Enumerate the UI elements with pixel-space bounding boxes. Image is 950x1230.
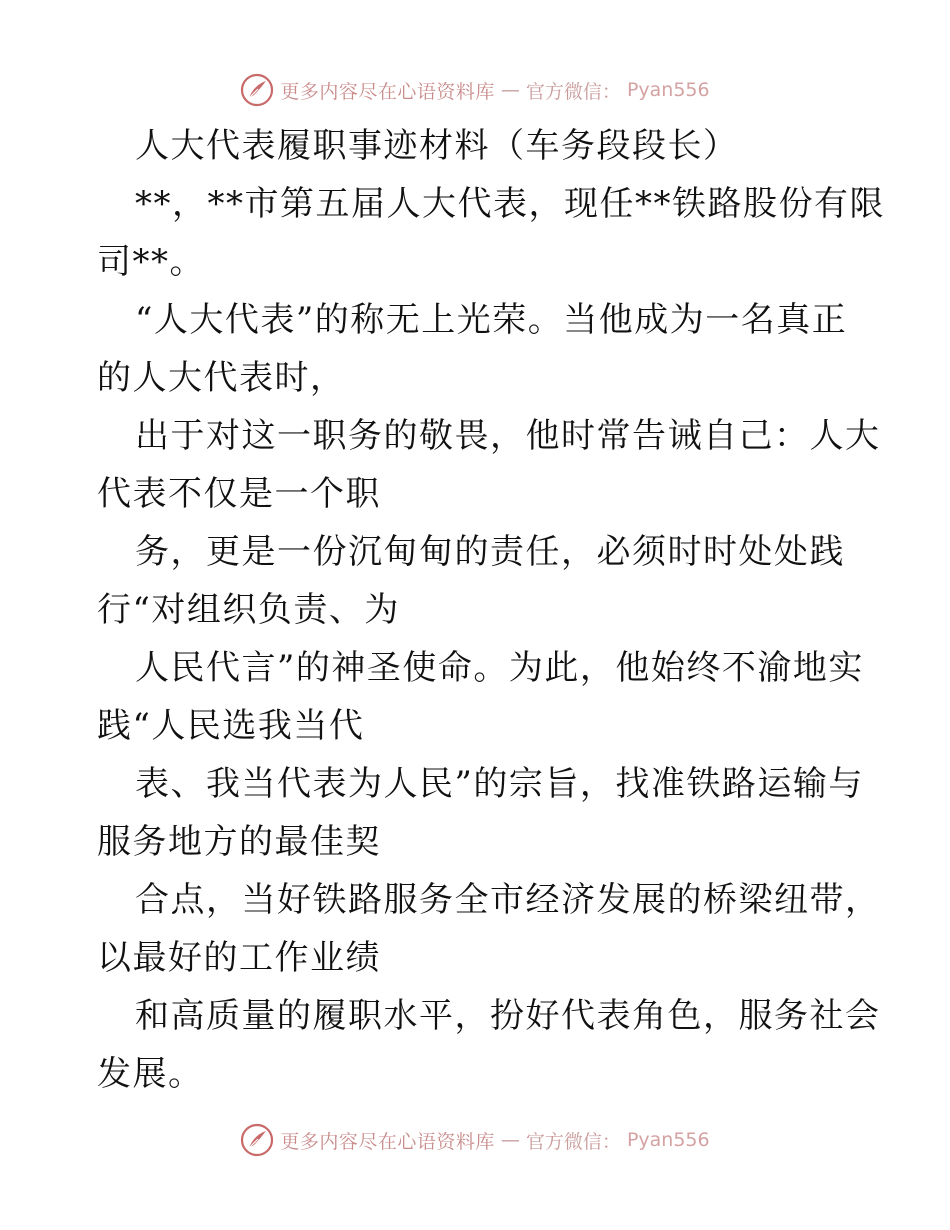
paragraph-line: 以最好的工作业绩 <box>97 938 381 978</box>
quill-logo-icon <box>240 73 274 107</box>
watermark-wechat-id: Pyan556 <box>626 1129 710 1151</box>
paragraph-line: 行“对组织负责、为 <box>97 590 400 630</box>
paragraph-line: 人民代言”的神圣使命。为此，他始终不渝地实 <box>135 648 864 688</box>
watermark-text: 更多内容尽在心语资料库 <box>280 80 495 103</box>
watermark-wechat-id: Pyan556 <box>626 79 710 101</box>
watermark-header <box>0 70 950 110</box>
watermark-text: 更多内容尽在心语资料库 <box>280 1130 495 1153</box>
watermark-wechat-label: 官方微信： <box>525 1130 621 1153</box>
paragraph-line: 服务地方的最佳契 <box>97 822 381 862</box>
paragraph-line: 司**。 <box>97 242 205 282</box>
paragraph-line: **，**市第五届人大代表，现任**铁路股份有限 <box>135 184 885 224</box>
paragraph-line: 的人大代表时， <box>97 358 346 398</box>
paragraph-line: 务，更是一份沉甸甸的责任，必须时时处处践 <box>135 532 845 572</box>
paragraph-line: 合点，当好铁路服务全市经济发展的桥梁纽带， <box>135 880 881 920</box>
quill-logo-icon <box>240 1123 274 1157</box>
watermark-separator: — <box>500 1129 520 1151</box>
paragraph-line: 代表不仅是一个职 <box>97 474 381 514</box>
watermark-wechat-label: 官方微信： <box>525 80 621 103</box>
paragraph-line: 表、我当代表为人民”的宗旨，找准铁路运输与 <box>135 764 864 804</box>
paragraph-line: 践“人民选我当代 <box>97 706 365 746</box>
paragraph-line: “人大代表”的称无上光荣。当他成为一名真正 <box>135 300 848 340</box>
document-body <box>97 117 885 1103</box>
watermark-footer <box>0 1120 950 1160</box>
watermark-separator: — <box>500 79 520 101</box>
paragraph-line: 出于对这一职务的敬畏，他时常告诫自己：人大 <box>135 416 881 456</box>
paragraph-line: 发展。 <box>97 1054 204 1094</box>
document-title: 人大代表履职事迹材料（车务段段长） <box>135 126 739 166</box>
paragraph-line: 和高质量的履职水平，扮好代表角色，服务社会 <box>135 996 881 1036</box>
